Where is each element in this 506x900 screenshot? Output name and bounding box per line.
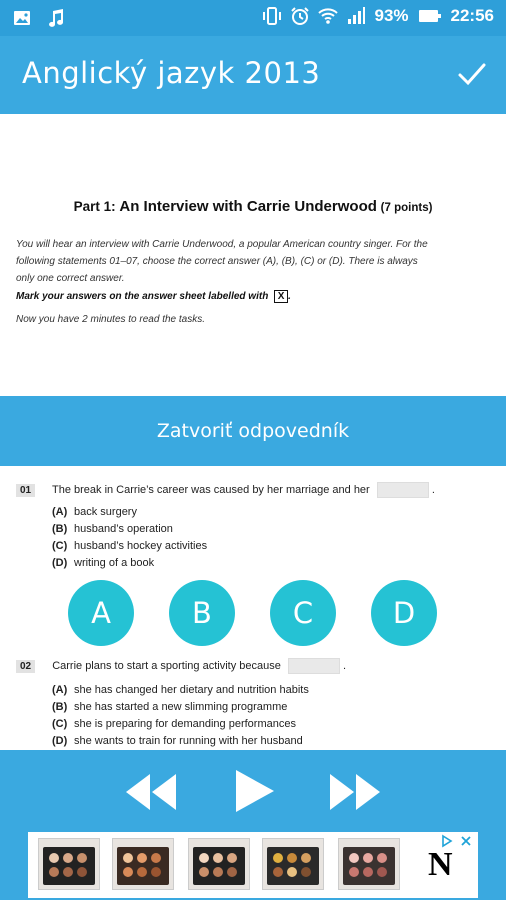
option-c: (C) she is preparing for demanding performances [52, 718, 296, 730]
close-answer-sheet-button[interactable]: Zatvoriť odpovedník [0, 396, 506, 466]
option-d: (D) writing of a book [52, 557, 155, 569]
rewind-icon[interactable] [122, 770, 180, 814]
question-number: 01 [16, 484, 35, 497]
reading-time: Now you have 2 minutes to read the tasks. [16, 314, 205, 325]
audio-player [0, 750, 506, 830]
option-a: (A) she has changed her dietary and nutrition habits [52, 684, 309, 696]
test-sheet [0, 114, 506, 396]
ad-choices-icon[interactable] [440, 834, 474, 848]
music-icon [46, 8, 66, 28]
battery-percent: 93% [374, 6, 409, 25]
status-bar [0, 0, 506, 36]
question-text: Carrie plans to start a sporting activity because [52, 659, 281, 672]
signal-icon [346, 6, 366, 26]
vibrate-icon [262, 6, 282, 26]
option-c: (C) husband’s hockey activities [52, 540, 208, 552]
ad-brand-logo: N [428, 846, 453, 883]
question-01: 01 The break in Carrie’s career was caused by her marriage and her . [16, 482, 496, 498]
ad-product-image [188, 838, 250, 890]
app-bar [0, 36, 506, 114]
answer-b-button[interactable]: B [169, 580, 235, 646]
answer-d-button[interactable]: D [371, 580, 437, 646]
check-icon[interactable] [456, 58, 488, 90]
answer-buttons [0, 578, 506, 650]
answer-blank [288, 658, 340, 674]
instructions: You will hear an interview with Carrie Underwood, a popular American country singer. For the following statements 01–07, choose the correct answer (A), (B), (C) or (D). There is always only one correct answer. [16, 239, 428, 284]
ad-product-image [262, 838, 324, 890]
fast-forward-icon[interactable] [326, 770, 384, 814]
question-text: The break in Carrie’s career was caused by her marriage and her [51, 483, 370, 496]
question-02: 02 Carrie plans to start a sporting activity because . [16, 658, 496, 674]
part-heading: Part 1: An Interview with Carrie Underwood (7 points) [73, 198, 433, 215]
mark-instruction: Mark your answers on the answer sheet labelled with X . [16, 291, 291, 302]
page-title: Anglický jazyk 2013 [22, 56, 321, 90]
answer-c-button[interactable]: C [270, 580, 336, 646]
option-b: (B) husband’s operation [52, 523, 173, 535]
battery-icon [417, 6, 443, 26]
option-b: (B) she has started a new slimming programme [52, 701, 288, 713]
option-d: (D) she wants to train for running with her husband [52, 735, 303, 747]
option-a: (A) back surgery [52, 506, 137, 518]
ad-banner[interactable] [28, 832, 478, 898]
wifi-icon [318, 6, 338, 26]
clock: 22:56 [450, 6, 494, 25]
play-icon[interactable] [230, 766, 278, 816]
image-icon [12, 8, 32, 28]
question-number: 02 [16, 660, 35, 673]
ad-product-image [112, 838, 174, 890]
answer-a-button[interactable]: A [68, 580, 134, 646]
ad-product-image [38, 838, 100, 890]
alarm-icon [290, 6, 310, 26]
x-box: X [274, 290, 288, 303]
ad-product-image [338, 838, 400, 890]
answer-blank [377, 482, 429, 498]
